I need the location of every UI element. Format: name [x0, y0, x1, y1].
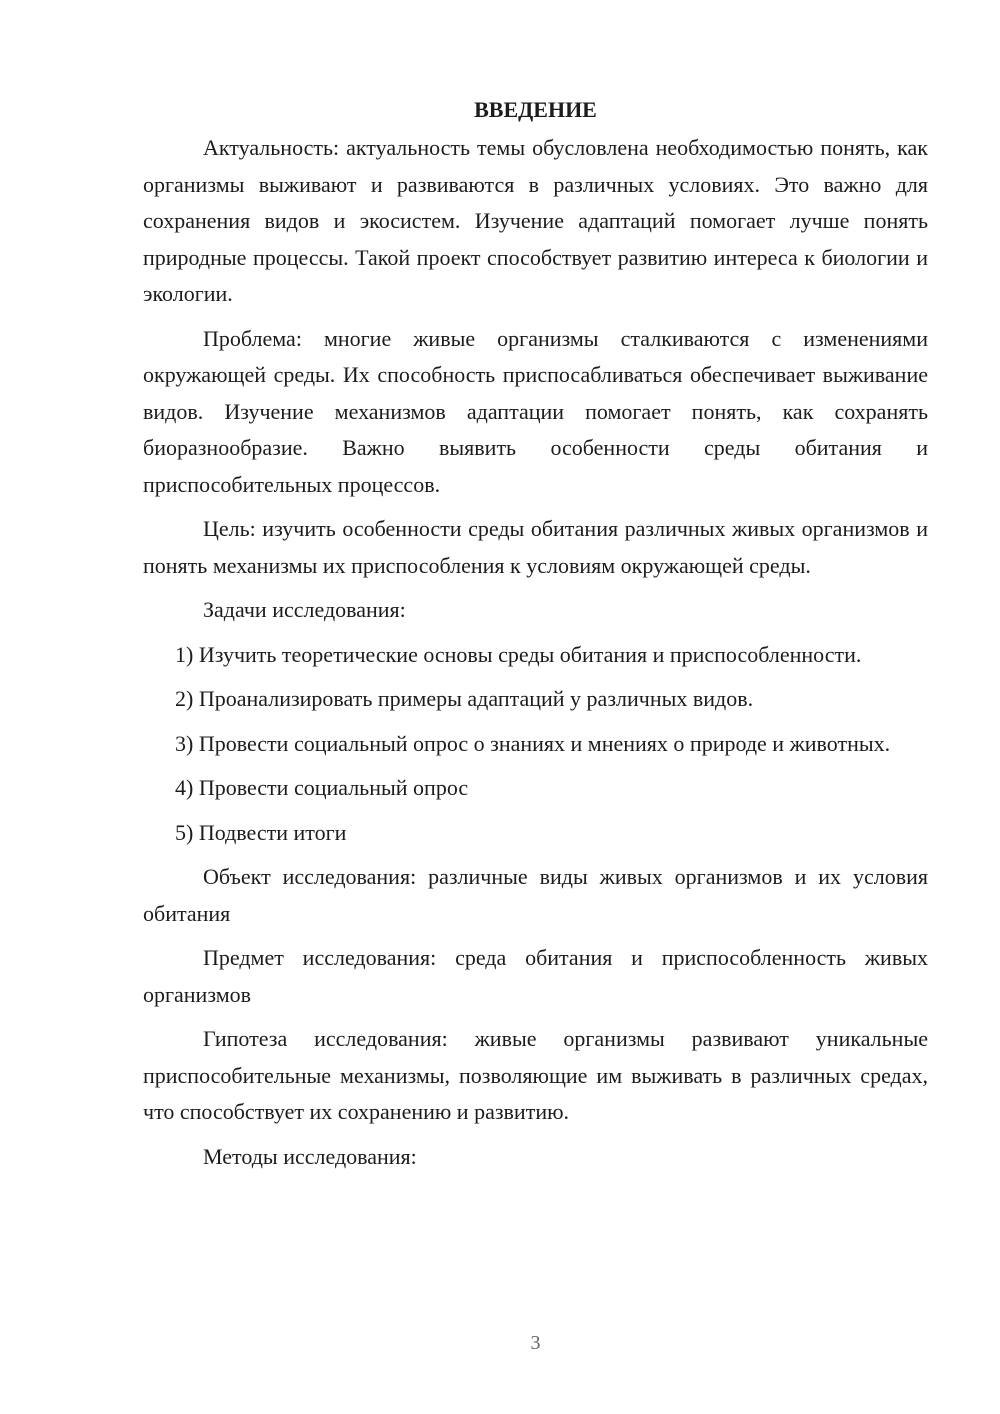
page-content [143, 92, 928, 1183]
task-item-5: 5) Подвести итоги [175, 819, 347, 845]
task-item-3: 3) Провести социальный опрос о знаниях и мнениях о природе и животных. [175, 730, 891, 756]
hypothesis-paragraph: Гипотеза исследования: живые организмы развивают уникальные приспособительные механизмы, позволяющие им выживать в различных средах, что способствует их сохранению и развитию. [143, 1026, 928, 1124]
relevance-paragraph: Актуальность: актуальность темы обусловлена необходимостью понять, как организмы выживают и развиваются в различных условиях. Это важно для сохранения видов и экосистем. Изучение адаптаций помогает лучше понять природные процессы. Такой проект способствует развитию интереса к биологии и экологии. [143, 135, 928, 306]
problem-paragraph: Проблема: многие живые организмы сталкиваются с изменениями окружающей среды. Их способность приспосабливаться обеспечивает выживание видов. Изучение механизмов адаптации помогает понять, как сохранять биоразнообразие. Важно выявить особенности среды обитания и приспособительных процессов. [143, 325, 928, 497]
task-item-1: 1) Изучить теоретические основы среды обитания и приспособленности. [175, 641, 862, 667]
object-paragraph: Объект исследования: различные виды живых организмов и их условия обитания [143, 864, 928, 926]
goal-paragraph: Цель: изучить особенности среды обитания различных живых организмов и понять механизмы их приспособления к условиям окружающей среды. [143, 516, 928, 578]
tasks-heading: Задачи исследования: [203, 597, 406, 622]
task-item-2: 2) Проанализировать примеры адаптаций у различных видов. [175, 686, 754, 711]
subject-paragraph: Предмет исследования: среда обитания и приспособленность живых организмов [143, 945, 928, 1007]
task-item-4: 4) Провести социальный опрос [175, 775, 469, 800]
section-title: ВВЕДЕНИЕ [474, 97, 597, 122]
methods-paragraph: Методы исследования: [203, 1143, 417, 1169]
page-number: 3 [530, 1332, 541, 1354]
